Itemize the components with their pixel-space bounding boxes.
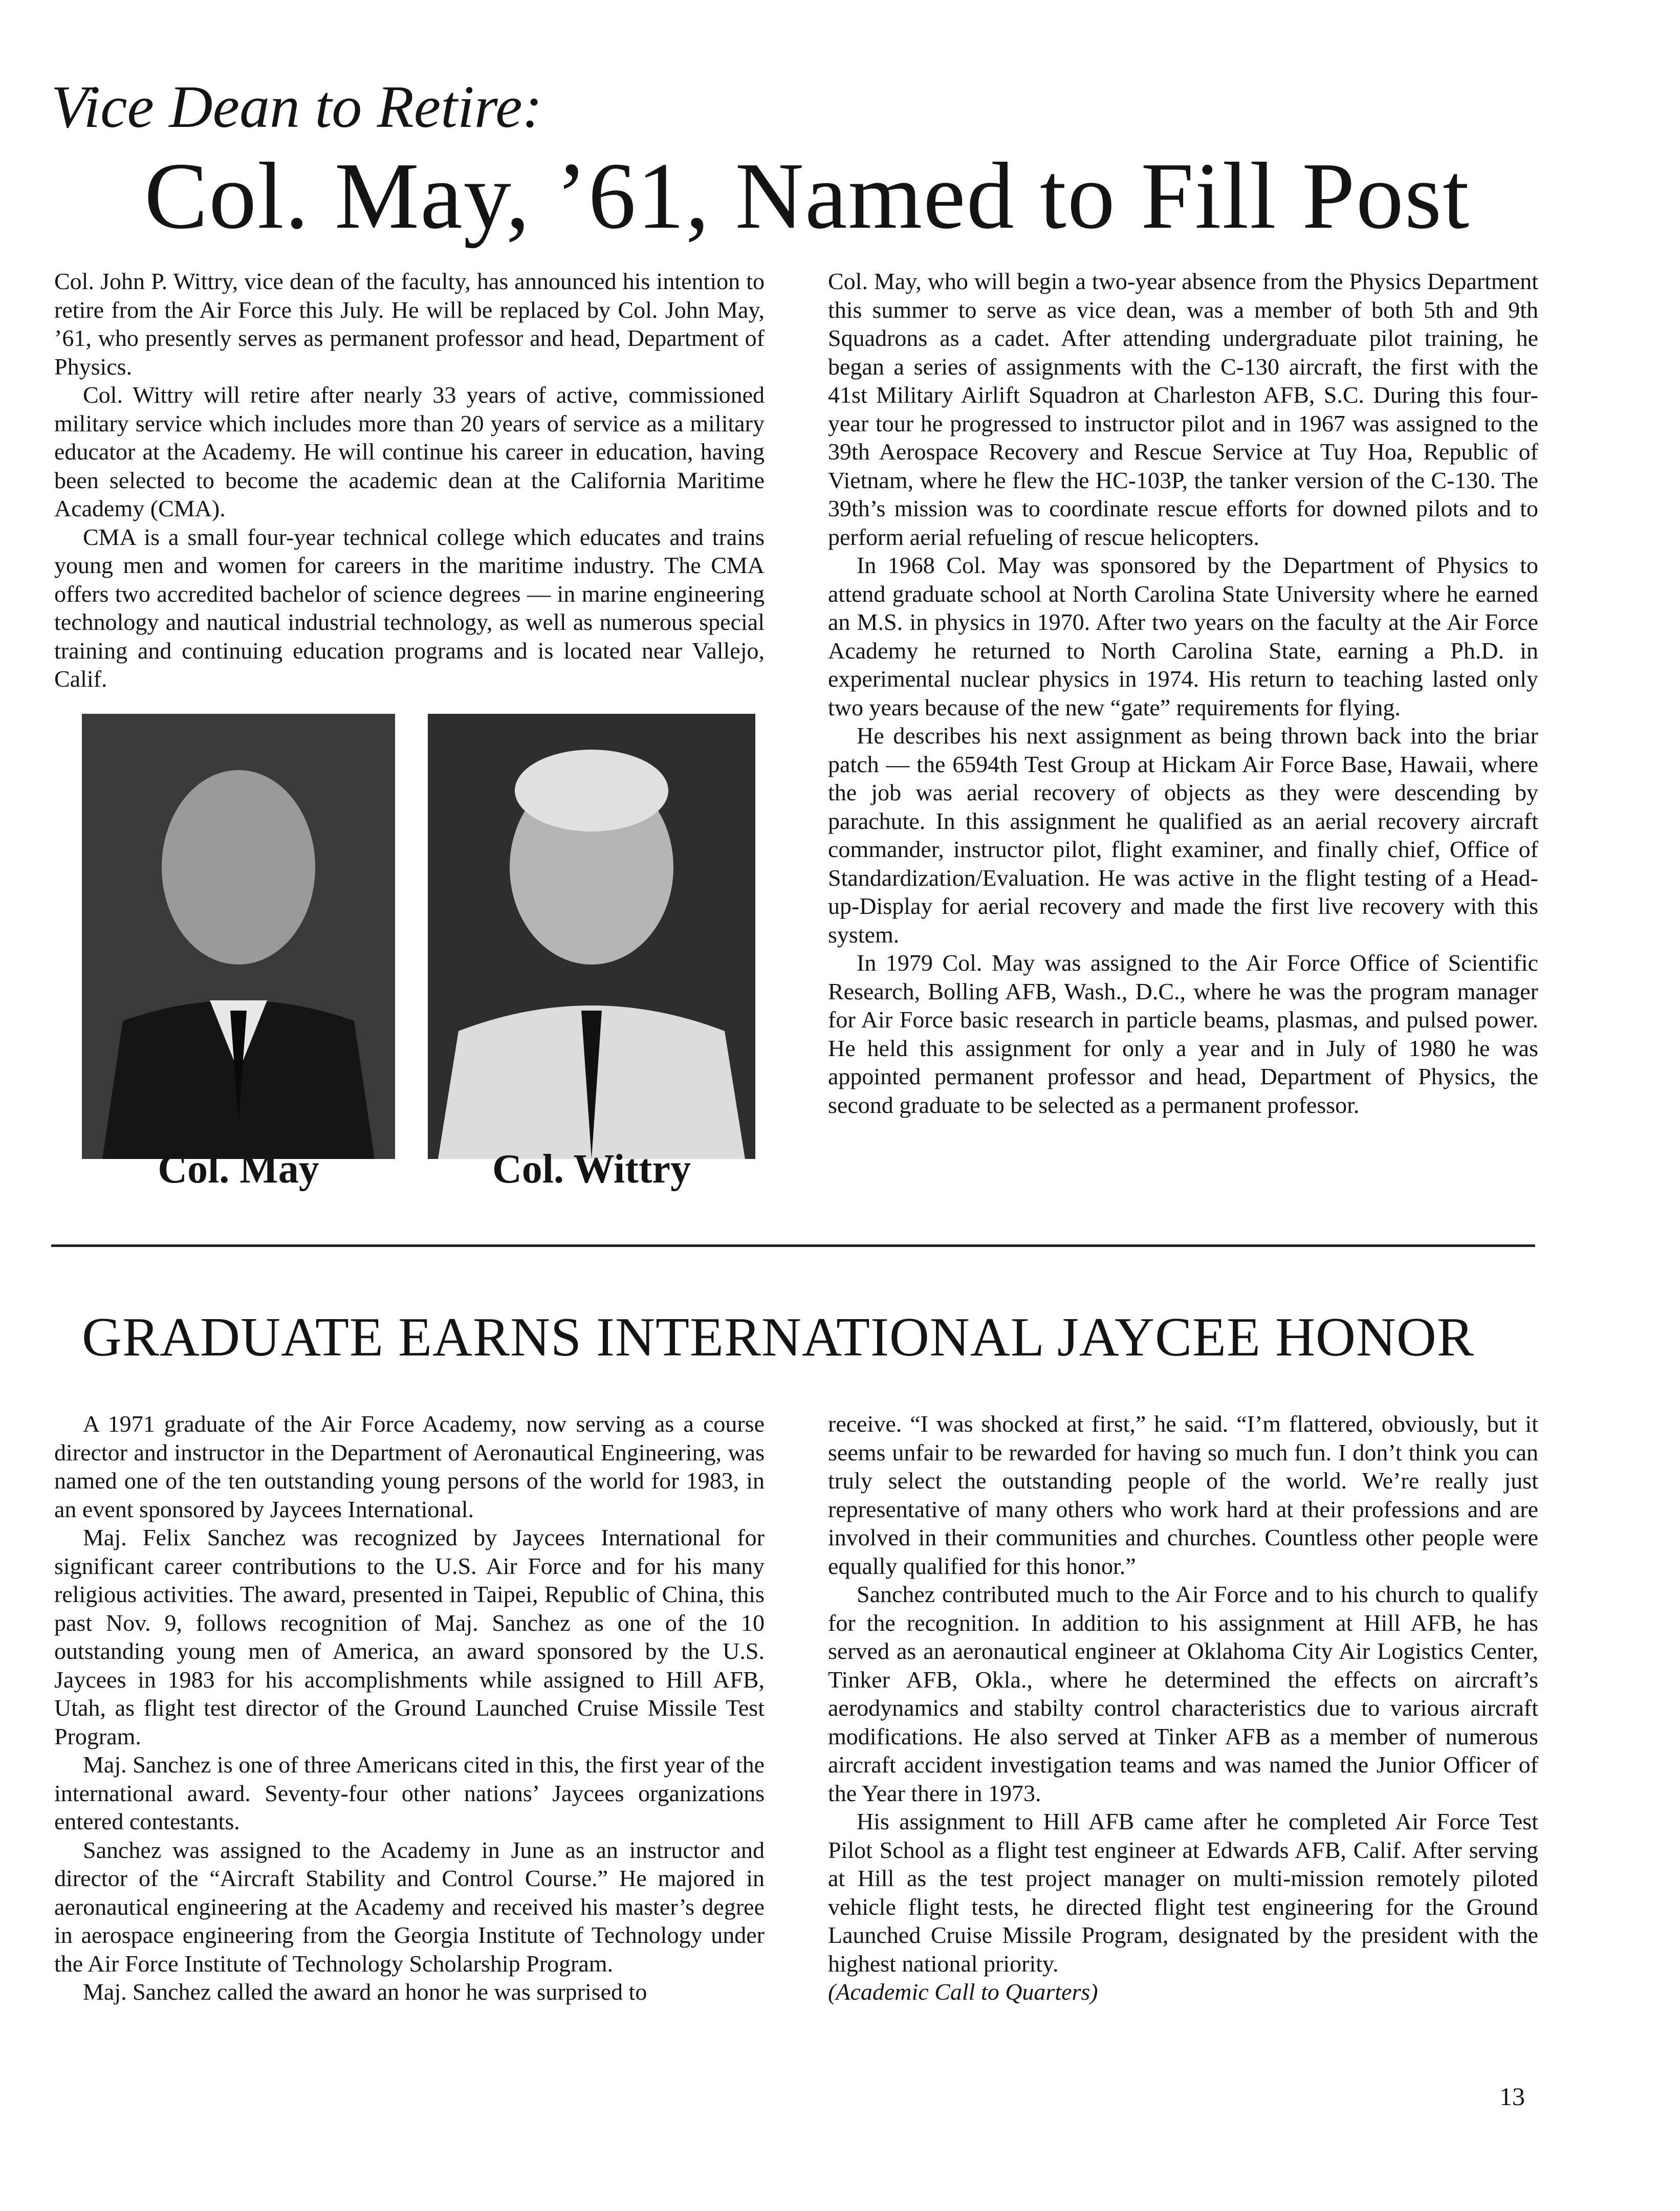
article1-right-column bbox=[828, 267, 1538, 1119]
article1-left-para-1: Col. John P. Wittry, vice dean of the faculty, has announced his intention to retire from the Air Force this July. He will be replaced by Col. John May, ’61, who presently serves as permanent professor and head, Department of Physics. bbox=[54, 268, 765, 380]
article2-left-column bbox=[54, 1410, 765, 2006]
portrait-may-image bbox=[82, 714, 395, 1159]
page-number: 13 bbox=[1499, 2082, 1525, 2111]
article2-right-para-2: Sanchez contributed much to the Air Force and to his church to qualify for the recognition. In addition to his assignment at Hill AFB, he has served as an aeronautical engineer at Oklahoma City Air Logistics Center, Tinker AFB, Okla., where he determined the effects on aircraft’s aerodynamics and stabilty control characteristics due to various aircraft modifications. He also served at Tinker AFB as a member of numerous aircraft accident investigation teams and was named the Junior Officer of the Year there in 1973. bbox=[828, 1581, 1538, 1806]
photo-col-wittry bbox=[428, 714, 755, 1159]
headline-jaycee-honor: GRADUATE EARNS INTERNATIONAL JAYCEE HONOR bbox=[82, 1307, 1474, 1368]
kicker-vice-dean: Vice Dean to Retire: bbox=[51, 73, 542, 140]
article2-right-para-1: receive. “I was shocked at first,” he said. “I’m flattered, obviously, but it seems unfair to be rewarded for having so much fun. I don’t think you can truly select the outstanding people of the world. We’re really just representative of many others who work hard at their professions and are involved in their communities and churches. Countless other people were equally qualified for this honor.” bbox=[828, 1411, 1538, 1579]
article2-left-para-5: Maj. Sanchez called the award an honor he was surprised to bbox=[83, 1979, 647, 2005]
section-divider bbox=[51, 1244, 1535, 1247]
article2-source: (Academic Call to Quarters) bbox=[828, 1979, 1098, 2005]
article2-right-para-3 bbox=[828, 1807, 1538, 2006]
article1-right-para-2: In 1968 Col. May was sponsored by the Department of Physics to attend graduate school at North Carolina State University where he earned an M.S. in physics in 1970. After two years on the faculty at the Air Force Academy he returned to North Carolina State, earning a Ph.D. in experimental nuclear physics in 1974. His return to teaching lasted only two years because of the new “gate” requirements for flying. bbox=[828, 552, 1538, 720]
article1-right-para-1: Col. May, who will begin a two-year absence from the Physics Department this summer to serve as vice dean, was a member of both 5th and 9th Squadrons as a cadet. After attending undergraduate pilot training, he began a series of assignments with the C-130 aircraft, the first with the 41st Military Airlift Squadron at Charleston AFB, S.C. During this four-year tour he progressed to instructor pilot and in 1967 was assigned to the 39th Aerospace Recovery and Rescue Service at Tuy Hoa, Republic of Vietnam, where he flew the HC-103P, the tanker version of the C-130. The 39th’s mission was to coordinate rescue efforts for downed pilots and to perform aerial refueling of rescue helicopters. bbox=[828, 268, 1538, 550]
article1-left-para-3: CMA is a small four-year technical college which educates and trains young men and women for careers in the maritime industry. The CMA offers two accredited bachelor of science degrees — in marine engineering technology and nautical industrial technology, as well as numerous special training and continuing education programs and is located near Vallejo, Calif. bbox=[54, 523, 765, 692]
article2-right-column bbox=[828, 1410, 1538, 2006]
article2-right-para-3-text: His assignment to Hill AFB came after he completed Air Force Test Pilot School as a flight test engineer at Edwards AFB, Calif. After serving at Hill as the test project manager on multi-mission remotely piloted vehicle flight tests, he directed flight test engineering for the Ground Launched Cruise Missile Program, designated by the president with the highest national priority. bbox=[828, 1808, 1538, 1977]
article2-left-para-3: Maj. Sanchez is one of three Americans cited in this, the first year of the international award. Seventy-four other nations’ Jaycees organizations entered contestants. bbox=[54, 1752, 765, 1834]
article2-left-para-4: Sanchez was assigned to the Academy in June as an instructor and director of the “Aircraft Stability and Control Course.” He majored in aeronautical engineering at the Academy and received his master’s degree in aerospace engineering from the Georgia Institute of Technology under the Air Force Institute of Technology Scholarship Program. bbox=[54, 1836, 765, 1977]
article1-right-para-3: He describes his next assignment as being thrown back into the briar patch — the 6594th Test Group at Hickam Air Force Base, Hawaii, where the job was aerial recovery of objects as they were descending by parachute. In this assignment he qualified as an aerial recovery aircraft commander, instructor pilot, flight examiner, and finally chief, Office of Standardization/Evaluation. He was active in the flight testing of a Head-up-Display for aerial recovery and made the first live recovery with this system. bbox=[828, 723, 1538, 948]
article1-left-column bbox=[54, 267, 765, 693]
caption-col-wittry: Col. Wittry bbox=[492, 1147, 691, 1192]
article1-left-para-2: Col. Wittry will retire after nearly 33 years of active, commissioned military service which includes more than 20 years of service as a military educator at the Academy. He will continue his career in education, having been selected to become the academic dean at the California Maritime Academy (CMA). bbox=[54, 382, 765, 521]
caption-col-may: Col. May bbox=[158, 1147, 319, 1192]
headline-col-may: Col. May, ’61, Named to Fill Post bbox=[144, 143, 1470, 249]
portrait-wittry-image bbox=[428, 714, 755, 1159]
article2-left-para-1: A 1971 graduate of the Air Force Academy, now serving as a course director and instructor in the Department of Aeronautical Engineering, was named one of the ten outstanding young persons of the world for 1983, in an event sponsored by Jaycees International. bbox=[54, 1411, 765, 1522]
article2-left-para-2: Maj. Felix Sanchez was recognized by Jaycees International for significant career contributions to the U.S. Air Force and for his many religious activities. The award, presented in Taipei, Republic of China, this past Nov. 9, follows recognition of Maj. Sanchez as one of the 10 outstanding young men of America, an award sponsored by the U.S. Jaycees in 1983 for his accomplishments while assigned to Hill AFB, Utah, as flight test director of the Ground Launched Cruise Missile Test Program. bbox=[54, 1524, 765, 1749]
article1-right-para-4: In 1979 Col. May was assigned to the Air Force Office of Scientific Research, Bolling AFB, Wash., D.C., where he was the program manager for Air Force basic research in particle beams, plasmas, and pulsed power. He held this assignment for only a year and in July of 1980 he was appointed permanent professor and head, Department of Physics, the second graduate to be selected as a permanent professor. bbox=[828, 950, 1538, 1118]
photo-col-may bbox=[82, 714, 395, 1159]
